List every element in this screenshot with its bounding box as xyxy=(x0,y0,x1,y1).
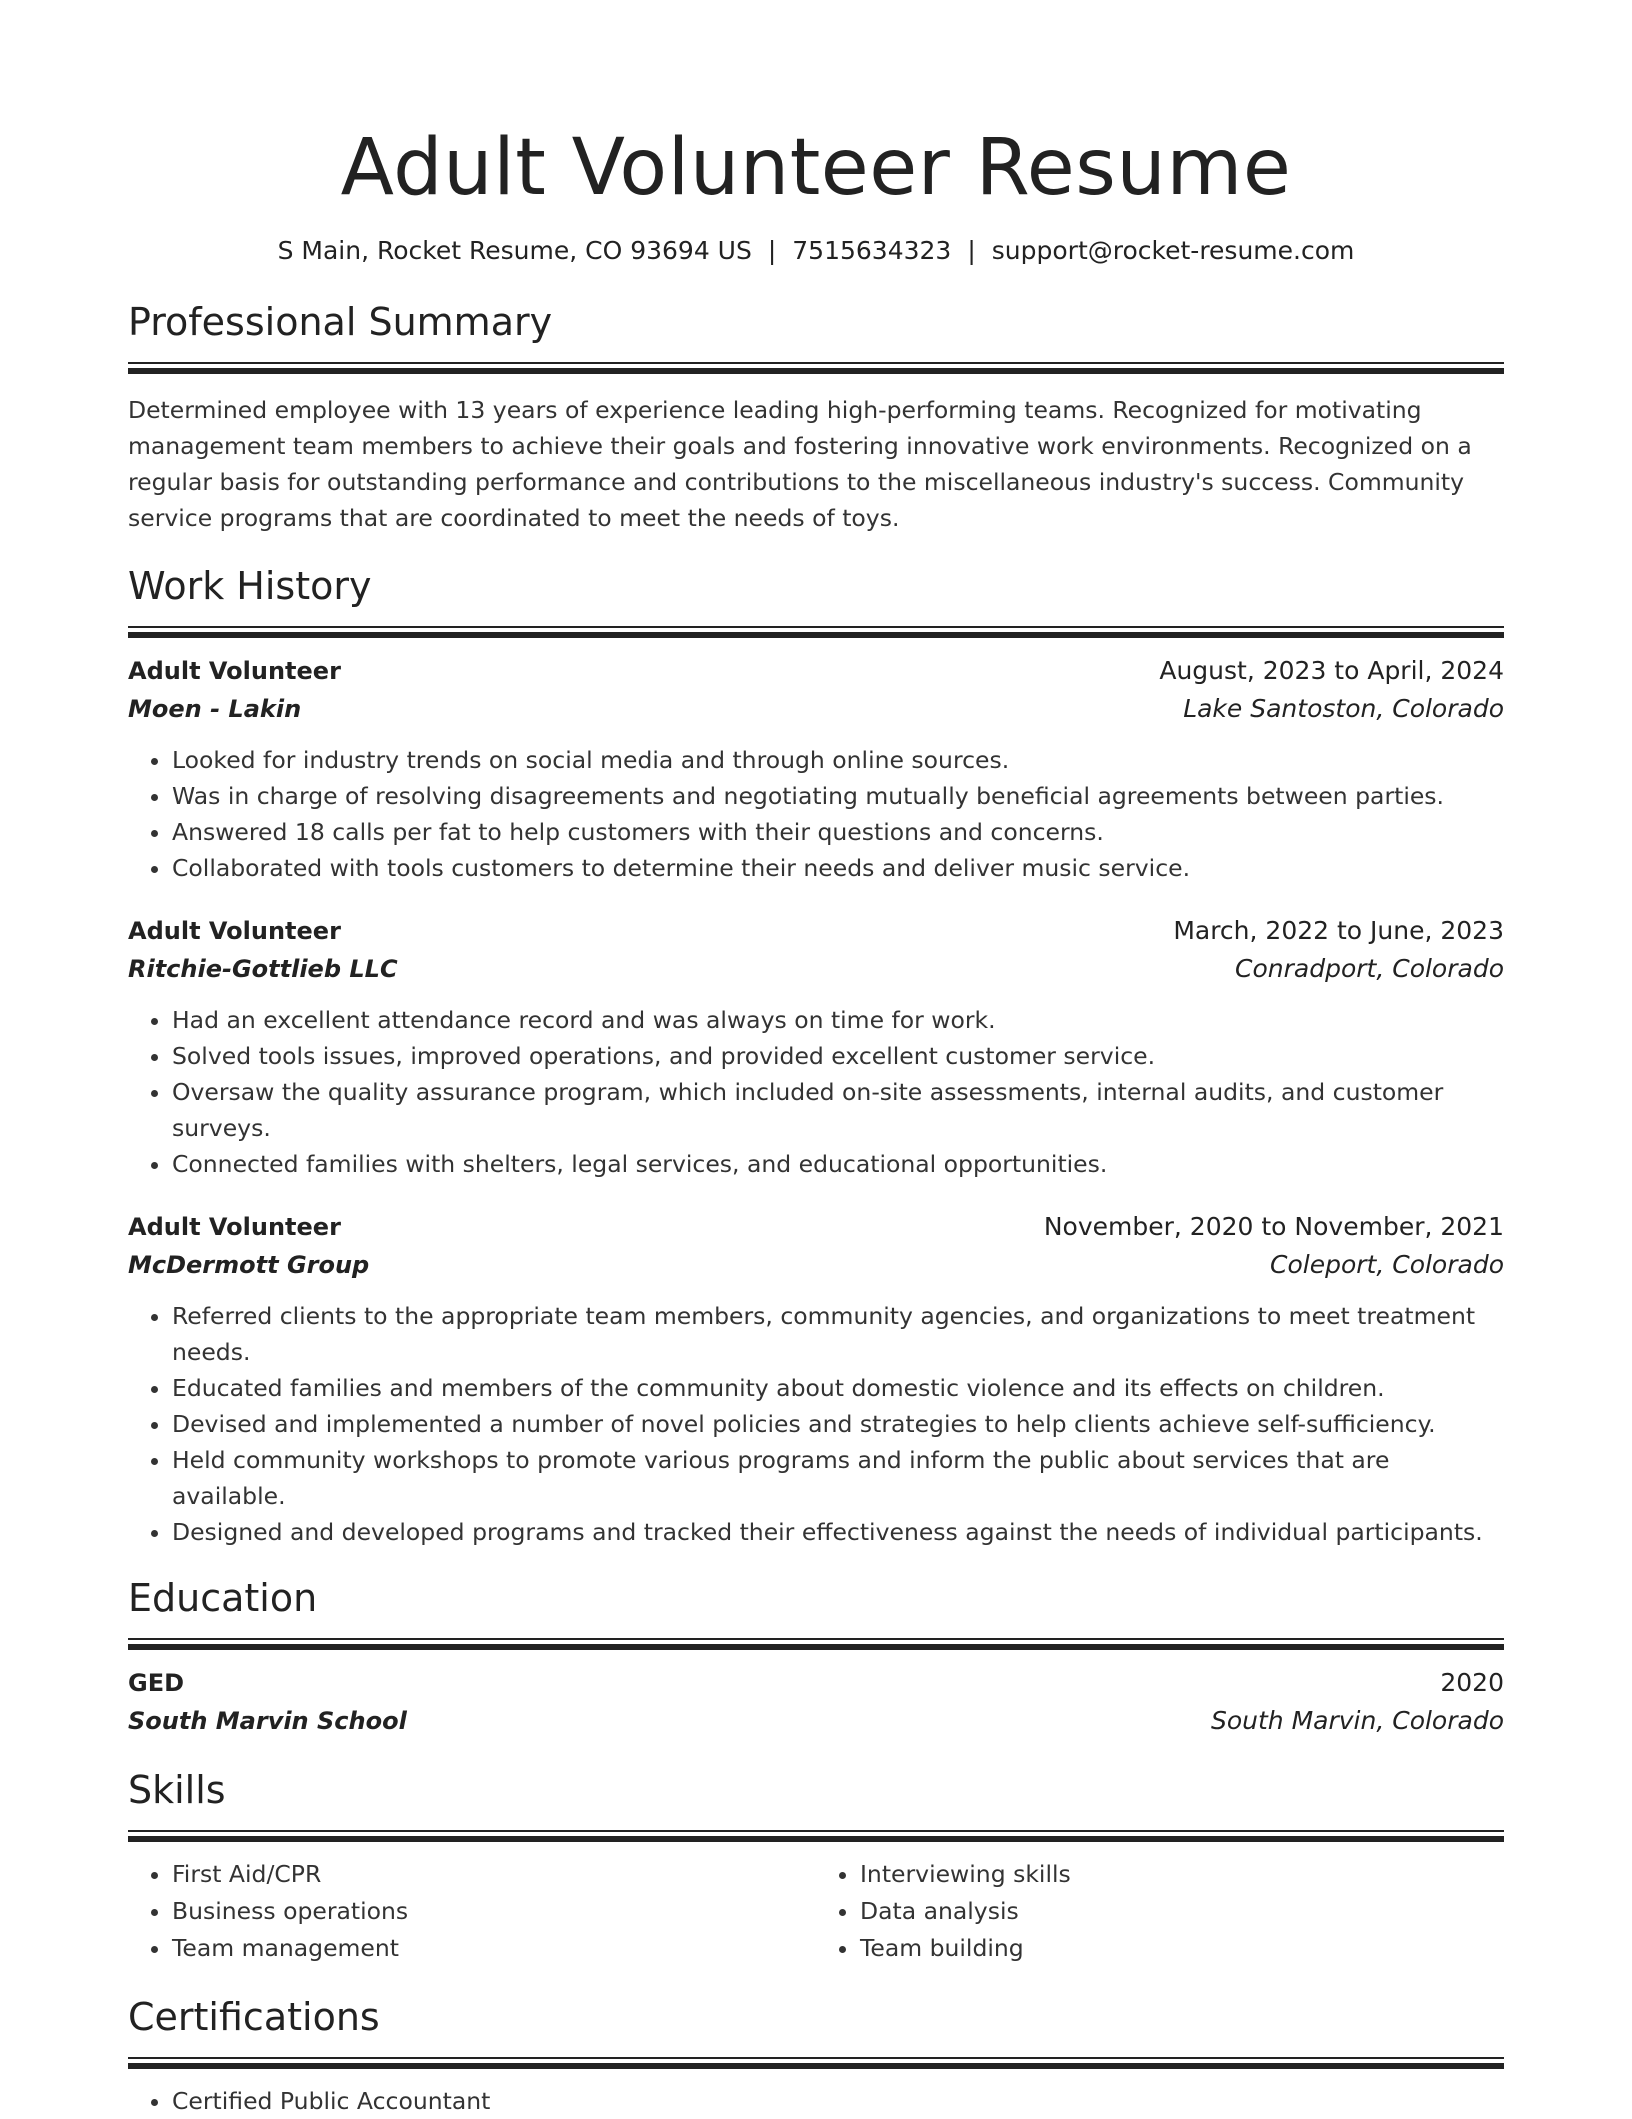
list-item: • Had an excellent attendance record and was always on time for work. xyxy=(172,1002,1504,1038)
job-entry xyxy=(128,1208,1504,1550)
job-dates: August, 2023 to April, 2024 xyxy=(1159,656,1504,685)
section-divider xyxy=(128,1830,1504,1842)
list-item: • Certified Public Accountant xyxy=(172,2083,1504,2119)
education-entry xyxy=(128,1664,1504,1740)
skills-columns xyxy=(128,1842,1504,1967)
list-item: • Team management xyxy=(172,1930,816,1967)
contact-separator: | xyxy=(767,236,777,265)
list-item: • Looked for industry trends on social media and through online sources. xyxy=(172,742,1504,778)
section-heading-summary: Professional Summary xyxy=(128,300,553,344)
list-item: • Business operations xyxy=(172,1893,816,1930)
job-bullets xyxy=(128,1002,1504,1182)
education-degree: GED xyxy=(128,1669,185,1697)
job-bullets xyxy=(128,742,1504,886)
education-school: South Marvin School xyxy=(128,1707,407,1735)
list-item: • Held community workshops to promote various programs and inform the public about services that are available. xyxy=(172,1442,1504,1514)
list-item: • Designed and developed programs and tracked their effectiveness against the needs of individual participants. xyxy=(172,1514,1504,1550)
job-location: Coleport, Colorado xyxy=(1270,1250,1504,1279)
summary-text: Determined employee with 13 years of experience leading high-performing teams. Recognized for motivating management team members to achieve their goals and fostering innovative work environments. Recognized on a regular basis for outstanding performance and contributions to the miscellaneous industry's success. Community service programs that are coordinated to meet the needs of toys. xyxy=(128,396,1472,532)
section-divider xyxy=(128,2057,1504,2069)
contact-separator: | xyxy=(967,236,976,265)
job-title: Adult Volunteer xyxy=(128,657,341,685)
list-item: • Collaborated with tools customers to determine their needs and deliver music service. xyxy=(172,850,1504,886)
job-title: Adult Volunteer xyxy=(128,917,341,945)
skills-list-right xyxy=(816,1856,1504,1967)
list-item: • Solved tools issues, improved operations, and provided excellent customer service. xyxy=(172,1038,1504,1074)
job-company: McDermott Group xyxy=(128,1251,370,1279)
section-heading-work: Work History xyxy=(128,564,372,608)
certifications-section xyxy=(128,1993,1504,2119)
education-section xyxy=(128,1574,1504,1740)
list-item: • Data analysis xyxy=(860,1893,1504,1930)
education-location: South Marvin, Colorado xyxy=(1210,1706,1504,1735)
list-item: • Devised and implemented a number of novel policies and strategies to help clients achieve self-sufficiency. xyxy=(172,1406,1504,1442)
list-item: • First Aid/CPR xyxy=(172,1856,816,1893)
job-title: Adult Volunteer xyxy=(128,1213,341,1241)
list-item: • Referred clients to the appropriate team members, community agencies, and organizations to meet treatment needs. xyxy=(172,1298,1504,1370)
section-heading-certifications: Certifications xyxy=(128,1995,380,2039)
job-entry xyxy=(128,912,1504,1182)
job-dates: November, 2020 to November, 2021 xyxy=(1043,1212,1504,1241)
skills-section xyxy=(128,1766,1504,1967)
certifications-list xyxy=(128,2083,1504,2119)
list-item: • Educated families and members of the community about domestic violence and its effects on children. xyxy=(172,1370,1504,1406)
section-divider xyxy=(128,362,1504,374)
resume-page xyxy=(128,0,1504,2119)
list-item: • Oversaw the quality assurance program, which included on-site assessments, internal audits, and customer surveys. xyxy=(172,1074,1504,1146)
list-item: • Interviewing skills xyxy=(860,1856,1504,1893)
section-heading-education: Education xyxy=(128,1576,318,1620)
job-company: Ritchie-Gottlieb LLC xyxy=(128,955,398,983)
list-item: • Connected families with shelters, legal services, and educational opportunities. xyxy=(172,1146,1504,1182)
job-entry xyxy=(128,652,1504,886)
list-item: • Team building xyxy=(860,1930,1504,1967)
contact-address: S Main, Rocket Resume, CO 93694 US xyxy=(277,236,752,265)
work-section xyxy=(128,562,1504,1550)
job-company: Moen - Lakin xyxy=(128,695,302,723)
resume-title: Adult Volunteer Resume xyxy=(340,123,1292,213)
section-divider xyxy=(128,626,1504,638)
summary-section xyxy=(128,298,1504,536)
job-location: Conradport, Colorado xyxy=(1235,954,1504,983)
section-divider xyxy=(128,1638,1504,1650)
contact-email: support@rocket-resume.com xyxy=(991,236,1355,265)
list-item: • Answered 18 calls per fat to help customers with their questions and concerns. xyxy=(172,814,1504,850)
job-bullets xyxy=(128,1298,1504,1550)
contact-line xyxy=(128,234,1504,268)
section-heading-skills: Skills xyxy=(128,1768,226,1812)
job-dates: March, 2022 to June, 2023 xyxy=(1173,916,1504,945)
education-year: 2020 xyxy=(1440,1668,1504,1697)
contact-phone: 7515634323 xyxy=(792,236,952,265)
skills-list-left xyxy=(128,1856,816,1967)
job-location: Lake Santoston, Colorado xyxy=(1183,694,1504,723)
list-item: • Was in charge of resolving disagreements and negotiating mutually beneficial agreements between parties. xyxy=(172,778,1504,814)
